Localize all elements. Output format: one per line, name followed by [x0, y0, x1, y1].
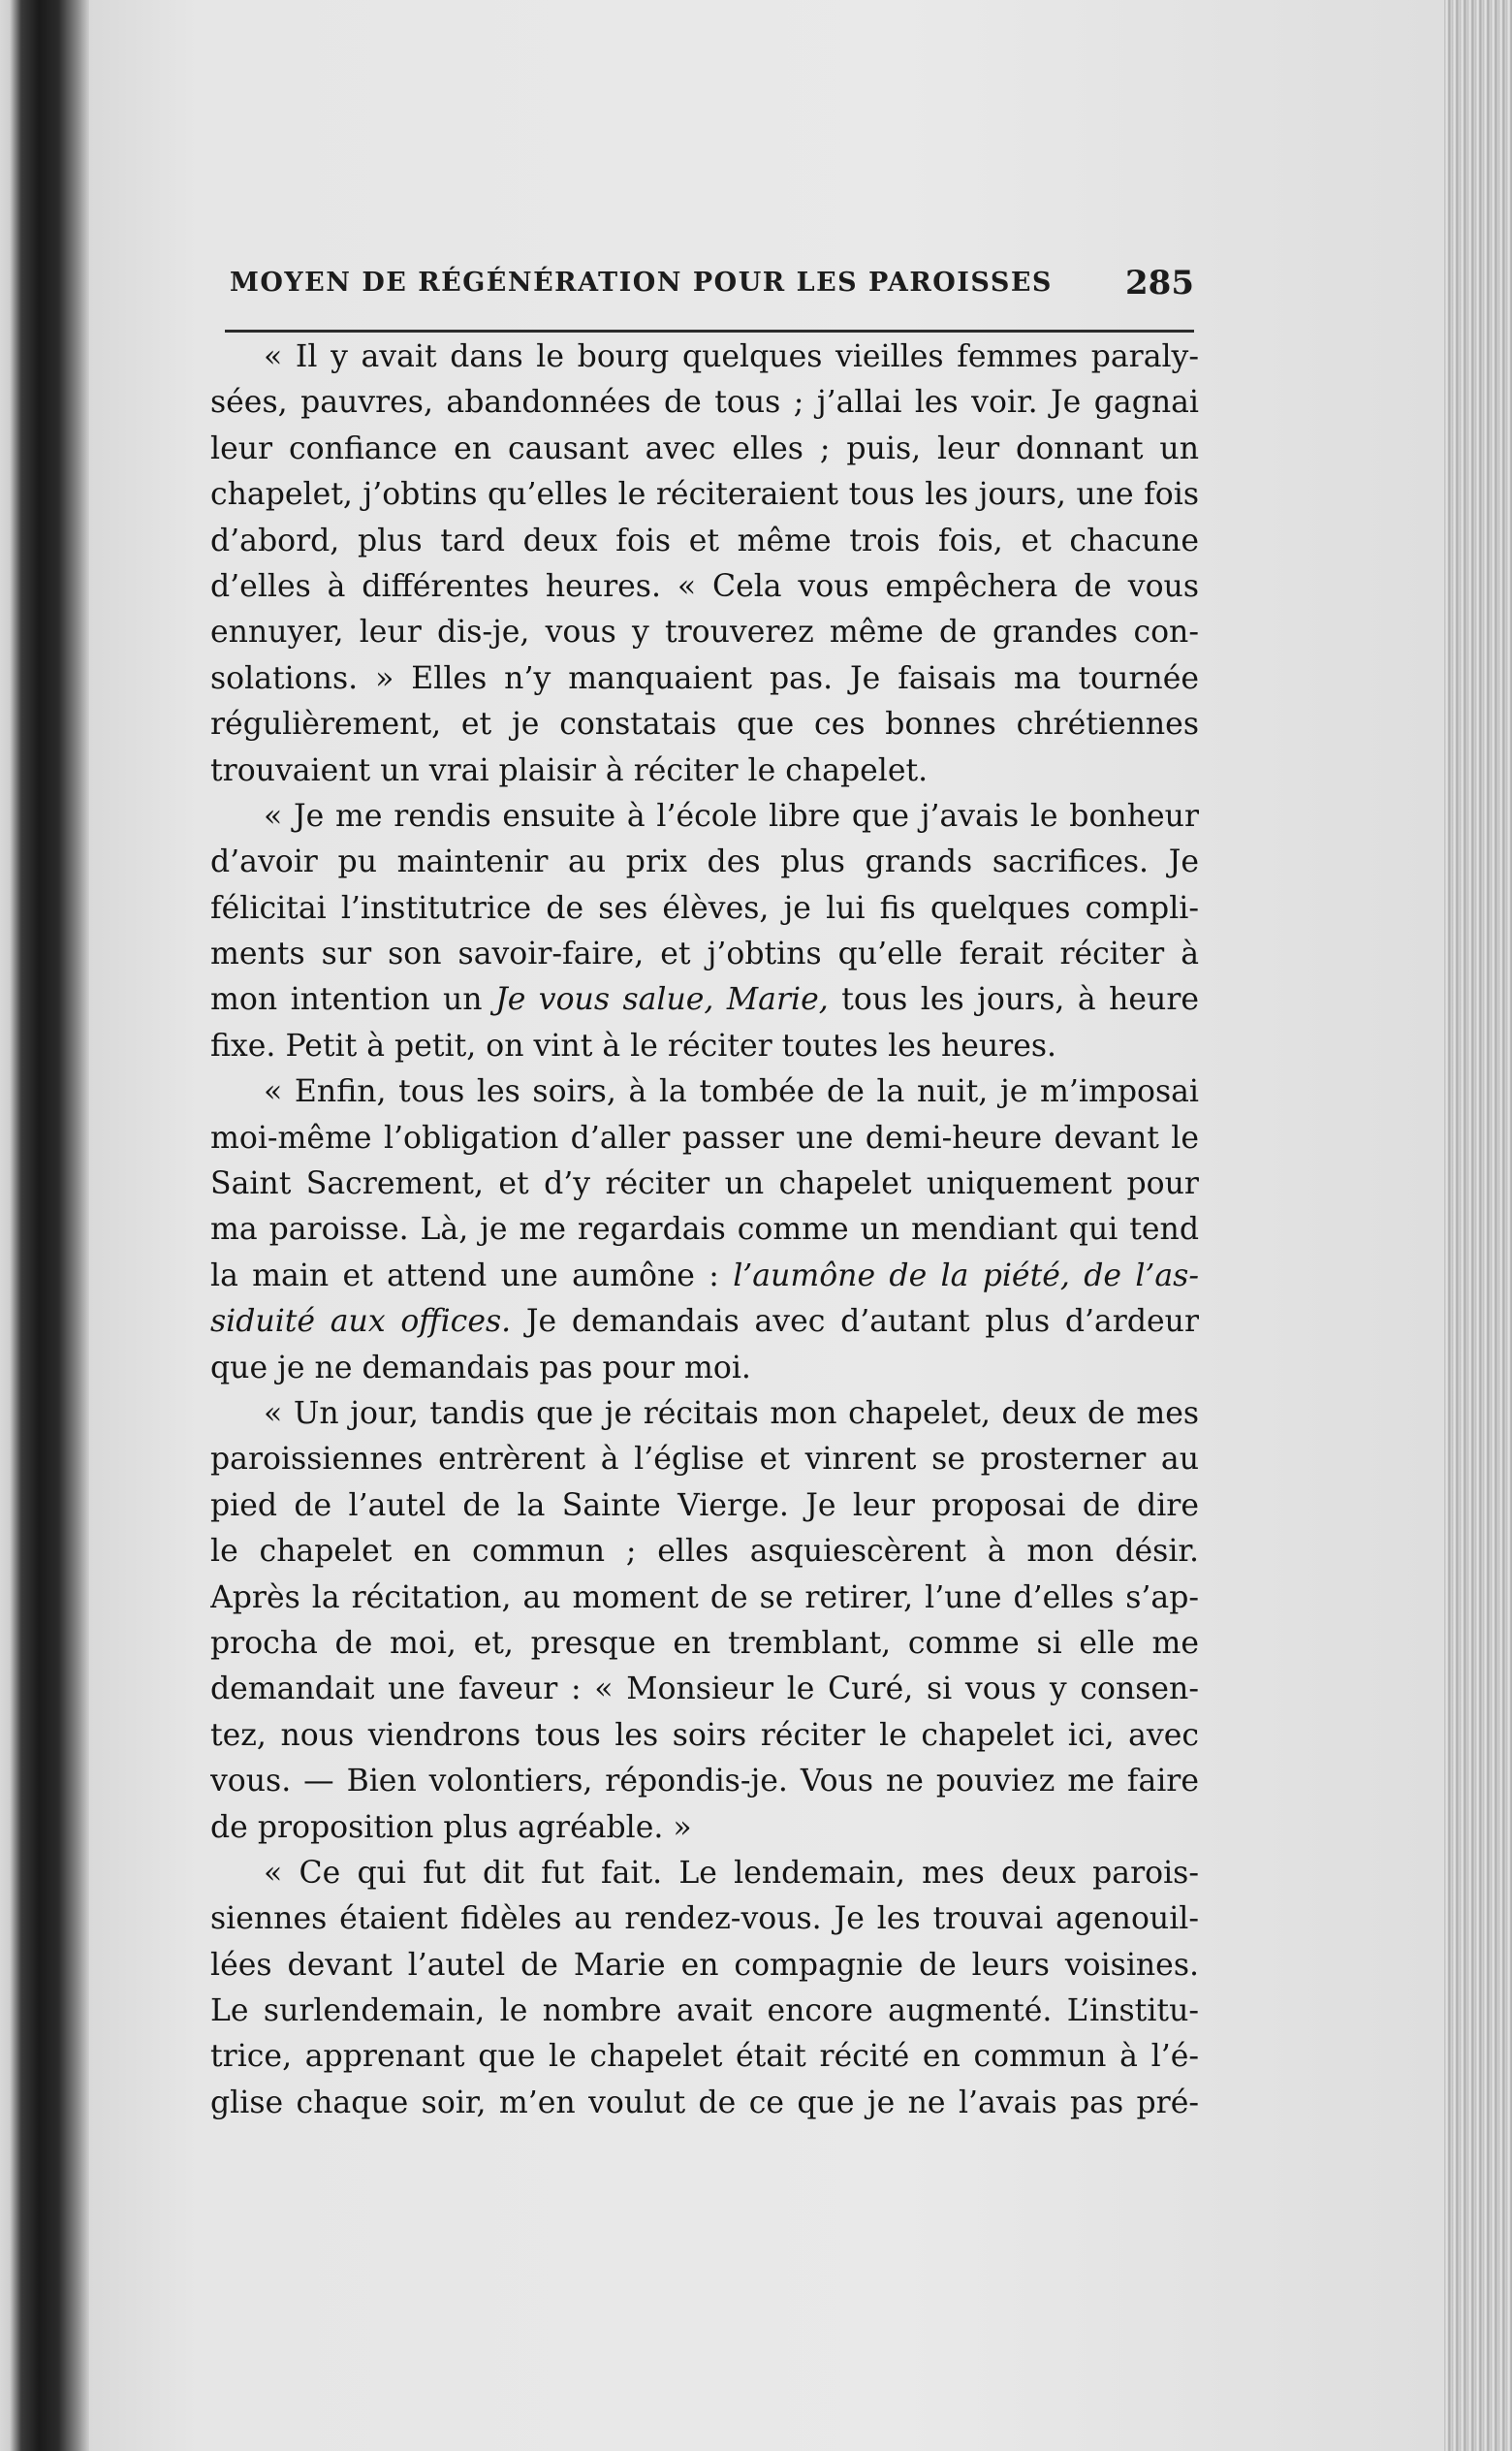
- running-title: MOYEN DE RÉGÉNÉRATION POUR LES PAROISSES: [230, 268, 1053, 298]
- text-line: paroissiennes entrèrent à l’église et vinrent se prosterner au: [210, 1442, 1199, 1478]
- header-rule: [225, 330, 1194, 333]
- text-line: que je ne demandais pas pour moi.: [210, 1350, 751, 1385]
- text-line: demandait une faveur : « Monsieur le Curé, si vous y consen-: [210, 1671, 1199, 1707]
- text-line: le chapelet en commun ; elles asquiescèrent à mon désir.: [210, 1534, 1199, 1570]
- text-line: [210, 977, 1199, 1023]
- text-line: d’avoir pu maintenir au prix des plus grands sacrifices. Je: [210, 844, 1199, 880]
- text-line: de proposition plus agréable. »: [210, 1809, 692, 1845]
- page-edges: [1444, 0, 1512, 2451]
- text-line: « Je me rendis ensuite à l’école libre que j’avais le bonheur: [264, 798, 1199, 834]
- italic-prayer-title: Je vous salue, Marie,: [495, 982, 829, 1018]
- italic-phrase: siduité aux offices.: [210, 1304, 512, 1340]
- text-line: chapelet, j’obtins qu’elles le réciteraient tous les jours, une fois: [210, 477, 1199, 513]
- text-line: ma paroisse. Là, je me regardais comme un mendiant qui tend: [210, 1212, 1199, 1248]
- text-line: Saint Sacrement, et d’y réciter un chapelet uniquement pour: [210, 1166, 1199, 1202]
- text-line: moi-même l’obligation d’aller passer une demi-heure devant le: [210, 1120, 1199, 1156]
- text-line: « Enfin, tous les soirs, à la tombée de la nuit, je m’imposai: [264, 1074, 1199, 1110]
- text-line: félicitai l’institutrice de ses élèves, je lui fis quelques compli-: [210, 890, 1199, 926]
- text-line: lées devant l’autel de Marie en compagnie de leurs voisines.: [210, 1947, 1199, 1983]
- italic-phrase: l’aumône de la piété, de l’as-: [733, 1257, 1199, 1293]
- text-line: « Il y avait dans le bourg quelques vieilles femmes paraly-: [264, 339, 1199, 374]
- text-line: [210, 1254, 1199, 1299]
- text-segment: Je demandais avec d’autant plus d’ardeur: [525, 1304, 1199, 1340]
- page-number: 285: [1125, 264, 1194, 302]
- text-segment: tous les jours, à heure: [841, 982, 1199, 1018]
- text-line: ments sur son savoir-faire, et j’obtins qu’elle ferait réciter à: [210, 937, 1199, 972]
- text-line: sées, pauvres, abandonnées de tous ; j’allai les voir. Je gagnai: [210, 385, 1199, 421]
- text-line: fixe. Petit à petit, on vint à le réciter toutes les heures.: [210, 1028, 1057, 1064]
- text-line: ennuyer, leur dis-je, vous y trouverez même de grandes con-: [210, 615, 1199, 651]
- text-line: « Un jour, tandis que je récitais mon chapelet, deux de mes: [264, 1395, 1199, 1431]
- text-line: solations. » Elles n’y manquaient pas. Je faisais ma tournée: [210, 660, 1199, 696]
- page-header: [230, 264, 1194, 306]
- text-line: procha de moi, et, presque en tremblant, comme si elle me: [210, 1625, 1199, 1661]
- text-segment: la main et attend une aumône :: [210, 1257, 719, 1293]
- text-line: [210, 1299, 1199, 1345]
- text-line: d’elles à différentes heures. « Cela vous empêchera de vous: [210, 568, 1199, 604]
- text-line: Après la récitation, au moment de se retirer, l’une d’elles s’ap-: [210, 1579, 1199, 1615]
- body-text: [210, 334, 1199, 2126]
- text-line: pied de l’autel de la Sainte Vierge. Je leur proposai de dire: [210, 1487, 1199, 1523]
- text-line: siennes étaient fidèles au rendez-vous. Je les trouvai agenouil-: [210, 1901, 1199, 1937]
- text-line: régulièrement, et je constatais que ces bonnes chrétiennes: [210, 707, 1199, 743]
- text-segment: mon intention un: [210, 982, 483, 1018]
- text-line: trice, apprenant que le chapelet était récité en commun à l’é-: [210, 2039, 1199, 2075]
- text-line: d’abord, plus tard deux fois et même trois fois, et chacune: [210, 523, 1199, 558]
- text-line: glise chaque soir, m’en voulut de ce que je ne l’avais pas pré-: [210, 2085, 1199, 2120]
- text-line: tez, nous viendrons tous les soirs réciter le chapelet ici, avec: [210, 1717, 1199, 1753]
- facing-page-gutter: [0, 0, 89, 2451]
- text-line: Le surlendemain, le nombre avait encore augmenté. L’institu-: [210, 1993, 1199, 2029]
- text-line: vous. — Bien volontiers, répondis-je. Vous ne pouviez me faire: [210, 1764, 1199, 1799]
- text-line: trouvaient un vrai plaisir à réciter le chapelet.: [210, 752, 929, 788]
- book-page: [89, 0, 1444, 2451]
- text-line: leur confiance en causant avec elles ; puis, leur donnant un: [210, 430, 1199, 466]
- text-line: « Ce qui fut dit fut fait. Le lendemain, mes deux parois-: [264, 1855, 1199, 1891]
